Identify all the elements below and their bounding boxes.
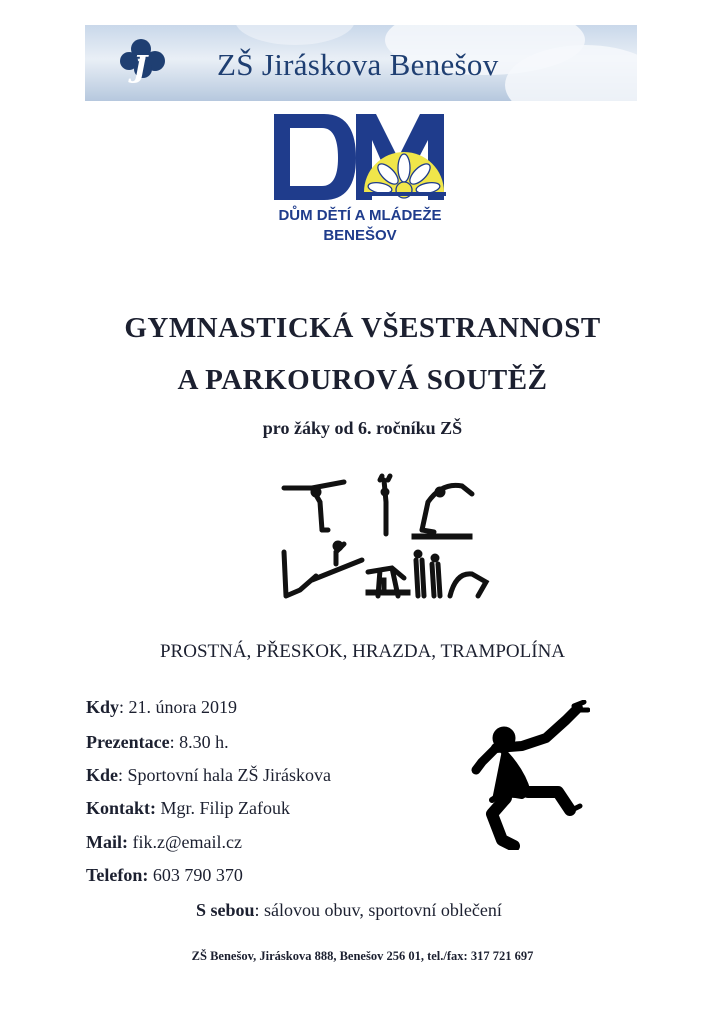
ddm-logo-text xyxy=(272,206,448,246)
footer-address: ZŠ Benešov, Jiráskova 888, Benešov 256 01, tel./fax: 317 721 697 xyxy=(191,949,534,963)
contact-label: Kontakt: xyxy=(86,798,157,818)
contact-value: Mgr. Filip Zafouk xyxy=(156,798,291,818)
ddm-city: BENEŠOV xyxy=(323,227,397,244)
detail-phone xyxy=(86,865,243,886)
svg-text:J: J xyxy=(133,50,148,85)
bring-label: S sebou xyxy=(196,900,255,920)
detail-where xyxy=(86,765,331,786)
parkour-jumper-illustration xyxy=(462,700,590,850)
detail-registration xyxy=(86,732,229,753)
phone-label: Telefon: xyxy=(86,865,149,885)
detail-contact xyxy=(86,798,290,819)
school-banner xyxy=(85,25,637,101)
page-subtitle: pro žáky od 6. ročníku ZŠ xyxy=(262,418,463,438)
registration-value: : 8.30 h. xyxy=(169,732,229,752)
when-value: : 21. února 2019 xyxy=(119,697,237,717)
page-title-line2: A PARKOUROVÁ SOUTĚŽ xyxy=(177,364,548,396)
detail-mail xyxy=(86,832,242,853)
page-title-line1: GYMNASTICKÁ VŠESTRANNOST xyxy=(124,312,601,344)
when-label: Kdy xyxy=(86,697,120,717)
bring-value: : sálovou obuv, sportovní oblečení xyxy=(254,900,502,920)
ddm-name: DŮM DĚTÍ A MLÁDEŽE xyxy=(278,207,442,224)
mail-value: fik.z@email.cz xyxy=(128,832,243,852)
detail-bring xyxy=(196,900,502,921)
mail-label: Mail: xyxy=(86,832,128,852)
where-value: : Sportovní hala ZŠ Jiráskova xyxy=(118,765,331,785)
cloud-decoration xyxy=(235,25,355,45)
clover-j-logo-icon xyxy=(111,35,171,93)
disciplines-list: PROSTNÁ, PŘESKOK, HRAZDA, TRAMPOLÍNA xyxy=(159,641,566,662)
gymnasts-illustration xyxy=(272,472,496,604)
school-name: ZŠ Jiráskova Benešov xyxy=(217,47,499,82)
registration-label: Prezentace xyxy=(86,732,170,752)
where-label: Kde xyxy=(86,765,119,785)
phone-value: 603 790 370 xyxy=(148,865,243,885)
detail-when xyxy=(86,697,237,718)
